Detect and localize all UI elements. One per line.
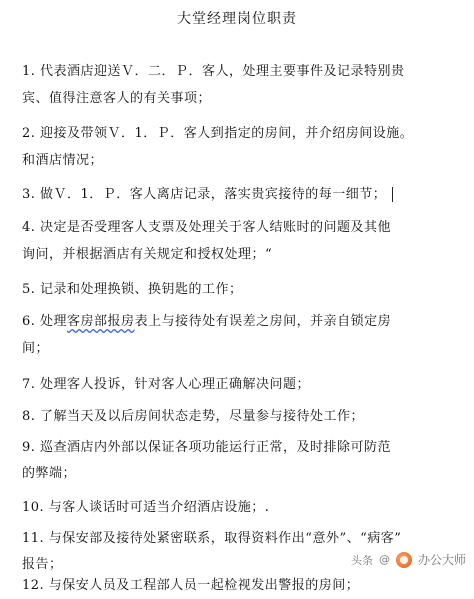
list-item-6-cont: 间； [22, 341, 50, 356]
list-item-7: 7. 处理客人投诉，针对客人心理正确解决问题； [22, 377, 311, 392]
list-item-1: 1. 代表酒店迎送Ｖ．二．Ｐ．客人，处理主要事件及记录特别贵 [22, 64, 405, 79]
list-item-1-cont: 宾、值得注意客人的有关事项； [22, 91, 212, 106]
list-item-6-part-c: 表上与接待处有误差之房间，并亲自锁定房 [134, 314, 392, 329]
list-item-2: 2. 迎接及带领Ｖ．1．Ｐ．客人到指定的房间，并介绍房间设施。 [22, 126, 414, 141]
list-item-4-cont: 询问，并根据酒店有关规定和授权处理；“ [22, 247, 273, 262]
watermark-at: @ [378, 553, 390, 566]
list-item-12: 12. 与保安人员及工程部人员一起检视发出警报的房间； [22, 578, 360, 593]
list-item-5: 5. 记录和处理换锁、换钥匙的工作； [22, 282, 243, 297]
watermark-prefix: 头条 [350, 553, 373, 567]
list-item-6-part-a: 6. 处理 [22, 314, 68, 329]
list-item-3-text: 3. 做Ｖ．1．Ｐ．客人离店记录，落实贵宾接待的每一细节； [22, 187, 387, 202]
list-item-10: 10. 与客人谈话时可适当介绍酒店设施；. [22, 500, 270, 515]
list-item-11-cont: 报告； [22, 557, 63, 572]
list-item-2-cont: 和酒店情况； [22, 153, 104, 168]
spellcheck-underlined-text[interactable]: 客房部报房 [67, 314, 135, 329]
list-item-9: 9. 巡查酒店内外部以保证各项功能运行正常，及时排除可防范 [22, 440, 392, 455]
text-cursor [392, 187, 393, 202]
page-title: 大堂经理岗位职责 [177, 11, 297, 27]
list-item-8: 8. 了解当天及以后房间状态走势，尽量参与接待处工作； [22, 409, 365, 424]
list-item-3 [22, 181, 452, 208]
watermark-name: 办公大师 [417, 553, 466, 567]
list-item-11: 11. 与保安部及接待处紧密联系，取得资料作出“意外”、“病客” [22, 531, 402, 546]
list-item-6 [22, 308, 452, 335]
list-item-9-cont: 的弊端； [22, 466, 77, 481]
watermark [351, 551, 466, 568]
watermark-logo-icon [396, 552, 412, 568]
list-item-4: 4. 决定是否受理客人支票及处理关于客人结账时的问题及其他 [22, 220, 392, 235]
